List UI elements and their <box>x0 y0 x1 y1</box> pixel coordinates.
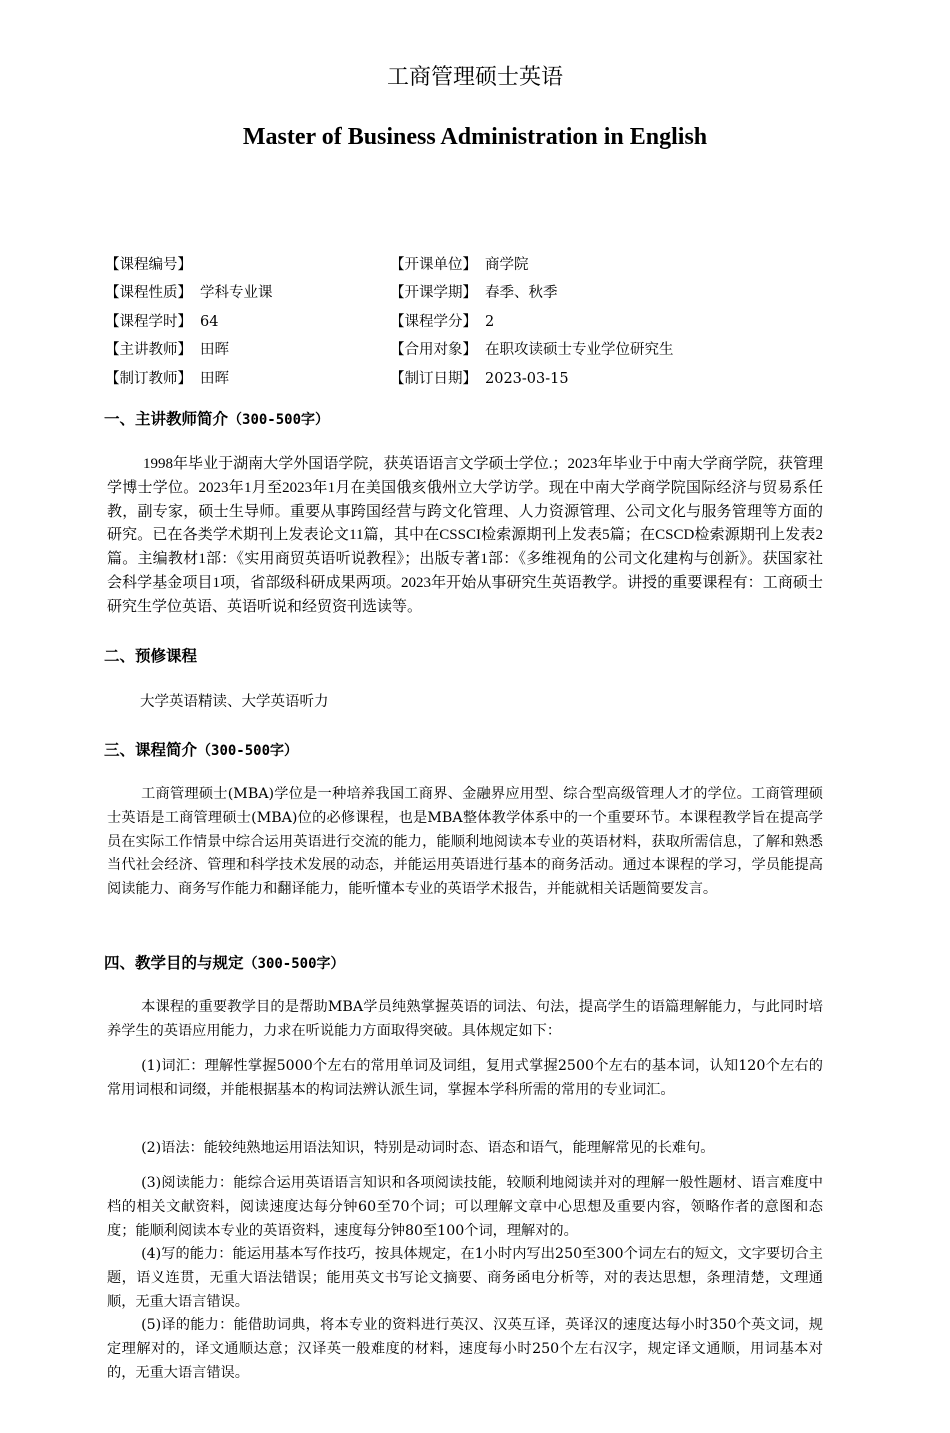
objective-writing: (4)写的能力：能运用基本写作技巧，按具体规定，在1小时内写出250至300个词左右的短文，文字要切合主题，语义连贯，无重大语法错误；能用英文书写论文摘要、商务函电分析等，对的表达思想，条理清楚，文理通顺，无重大语言错误。 <box>107 1246 823 1310</box>
course-intro-text: 工商管理硕士(MBA)学位是一种培养我国工商界、金融界应用型、综合型高级管理人才的学位。工商管理硕士英语是工商管理硕士(MBA)位的必修课程，也是MBA整体教学体系中的一个重要环节。本课程教学旨在提高学员在实际工作情景中综合运用英语进行交流的能力，能顺利地阅读本专业的英语材料，获取所需信息，了解和熟悉当代社会经济、管理和科学技术发展的动态，并能运用英语进行基本的商务活动。通过本课程的学习，学员能提高阅读能力、商务写作能力和翻译能力，能听懂本专业的英语学术报告，并能就相关话题简要发言。 <box>107 786 823 898</box>
info-value: 学科专业课 <box>200 285 273 302</box>
objective-grammar: (2)语法：能较纯熟地运用语法知识，特别是动词时态、语态和语气，能理解常见的长难句。 <box>141 1140 715 1156</box>
heading-text: 三、课程简介 <box>104 741 198 759</box>
info-value: 在职攻读硕士专业学位研究生 <box>485 342 674 359</box>
section-heading-instructor <box>104 407 329 429</box>
heading-word-limit: （300-500字） <box>197 743 299 759</box>
instructor-bio: 1998年毕业于湖南大学外国语学院，获英语语言文学硕士学位.；2023年毕业于中南大学商学院，获管理学博士学位。2023年1月至2023年1月在美国俄亥俄州立大学访学。现在中南大学商学院国际经济与贸易系任教，副专家，硕士生导师。重要从事跨国经营与跨文化管理、人力资源管理、公司文化与服务管理等方面的研究。已在各类学术期刊上发表论文11篇，其中在CSSCI检索源期刊上发表5篇；在CSCD检索源期刊上发表2篇。主编教材1部：《实用商贸英语听说教程》；出版专著1部：《多维视角的公司文化建构与创新》。获国家社会科学基金项目1项，省部级科研成果两项。2023年开始从事研究生英语教学。讲授的重要课程有：工商硕士研究生学位英语、英语听说和经贸资刊选读等。 <box>107 456 823 615</box>
objectives-intro: 本课程的重要教学目的是帮助MBA学员纯熟掌握英语的词法、句法，提高学生的语篇理解能力，与此同时培养学生的英语应用能力，力求在听说能力方面取得突破。具体规定如下： <box>107 999 823 1039</box>
course-title-chinese: 工商管理硕士英语 <box>386 65 563 90</box>
info-label: 【制订教师】 <box>105 370 192 387</box>
info-label: 【开课单位】 <box>390 257 477 273</box>
info-row <box>105 310 845 338</box>
section-heading-prerequisites <box>104 644 197 666</box>
heading-text: 二、预修课程 <box>104 647 198 665</box>
info-value: 田晖 <box>200 370 229 387</box>
heading-text: 四、教学目的与规定 <box>104 954 244 972</box>
heading-text: 一、主讲教师简介 <box>104 410 229 428</box>
heading-word-limit: （300-500字） <box>243 956 345 972</box>
info-label: 【课程学时】 <box>105 313 192 330</box>
section-heading-course-intro <box>104 738 298 760</box>
info-row <box>105 253 845 281</box>
info-row <box>105 281 845 309</box>
info-value: 64 <box>200 313 219 330</box>
info-label: 【制订日期】 <box>390 370 477 387</box>
info-value: 2 <box>485 313 495 330</box>
heading-word-limit: （300-500字） <box>228 412 330 428</box>
prerequisite-courses: 大学英语精读、大学英语听力 <box>140 694 329 710</box>
info-label: 【合用对象】 <box>390 342 477 359</box>
info-row <box>105 367 845 395</box>
info-label: 【课程编号】 <box>105 257 192 273</box>
info-value: 商学院 <box>485 257 529 273</box>
objective-vocabulary: (1)词汇：理解性掌握5000个左右的常用单词及词组，复用式掌握2500个左右的基本词，认知120个左右的常用词根和词缀，并能根据基本的构词法辨认派生词，掌握本学科所需的常用的专业词汇。 <box>107 1058 823 1098</box>
info-value: 田晖 <box>200 342 229 359</box>
info-row <box>105 338 845 366</box>
objective-translation: (5)译的能力：能借助词典，将本专业的资料进行英汉、汉英互译，英译汉的速度达每小时350个英文词，规定理解对的，译文通顺达意；汉译英一般难度的材料，速度每小时250个左右汉字，规定译文通顺，用词基本对的，无重大语言错误。 <box>107 1317 823 1381</box>
course-info-table <box>105 253 845 395</box>
info-label: 【开课学期】 <box>390 285 477 302</box>
info-label: 【课程性质】 <box>105 285 192 302</box>
course-title-english: Master of Business Administration in English <box>242 124 708 150</box>
info-value: 春季、秋季 <box>485 285 558 302</box>
info-label: 【课程学分】 <box>390 313 477 330</box>
info-label: 【主讲教师】 <box>105 342 192 359</box>
section-heading-objectives <box>104 951 345 973</box>
info-value: 2023-03-15 <box>485 370 569 387</box>
objective-reading: (3)阅读能力：能综合运用英语语言知识和各项阅读技能，较顺利地阅读并对的理解一般性题材、语言难度中档的相关文献资料，阅读速度达每分钟60至70个词；可以理解文章中心思想及重要内容，领略作者的意图和态度；能顺利阅读本专业的英语资料，速度每分钟80至100个词，理解对的。 <box>107 1175 823 1239</box>
